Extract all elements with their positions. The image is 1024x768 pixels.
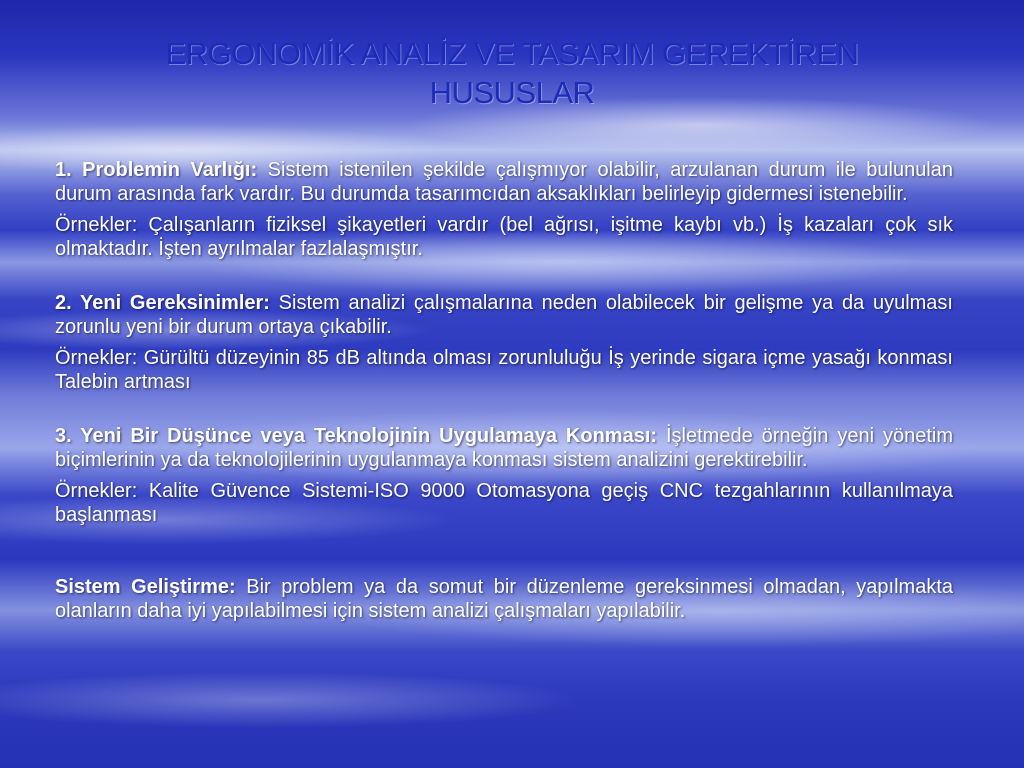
slide-title: [80, 34, 944, 112]
section-3-heading: 3. Yeni Bir Düşünce veya Teknolojinin Uygulamaya Konması:: [55, 425, 658, 447]
section-3-example: Örnekler: Kalite Güvence Sistemi-ISO 9000 Otomasyona geçiş CNC tezgahlarının kullanılmaya başlanması: [55, 480, 953, 526]
section-1-example: Örnekler: Çalışanların fiziksel şikayetleri vardır (bel ağrısı, işitme kaybı vb.) İş kazaları çok sık olmaktadır. İşten ayrılmalar fazlalaşmıştır.: [55, 214, 953, 260]
section-4-heading: Sistem Geliştirme:: [55, 576, 236, 598]
section-2-example: Örnekler: Gürültü düzeyinin 85 dB altında olması zorunluluğu İş yerinde sigara içme yasağı konması Talebin artması: [55, 347, 953, 393]
slide-body: [55, 158, 953, 623]
section-3-paragraph: [55, 424, 953, 472]
slide-title-line-1: ERGONOMİK ANALİZ VE TASARIM GEREKTİREN: [165, 36, 859, 71]
section-2-heading: 2. Yeni Gereksinimler:: [55, 292, 270, 314]
section-4-paragraph: [55, 575, 953, 623]
section-2-paragraph: [55, 291, 953, 339]
section-4-text: Bir problem ya da somut bir düzenleme gereksinmesi olmadan, yapılmakta olanların daha iyi yapılabilmesi için sistem analizi çalışmaları yapılabilir.: [55, 576, 954, 622]
section-1-text: Sistem istenilen şekilde çalışmıyor olabilir, arzulanan durum ile bulunulan durum arasında fark vardır. Bu durumda tasarımcıdan aksaklıkları belirleyip gidermesi istenebilir.: [55, 159, 954, 205]
section-1-heading: 1. Problemin Varlığı:: [55, 159, 258, 181]
section-1-paragraph: [55, 158, 953, 206]
section-2-text: Sistem analizi çalışmalarına neden olabilecek bir gelişme ya da uyulması zorunlu yeni bir durum ortaya çıkabilir.: [55, 292, 953, 338]
slide-title-line-2: HUSUSLAR: [429, 75, 595, 110]
section-3-text: İşletmede örneğin yeni yönetim biçimlerinin ya da teknolojilerinin uygulanmaya konması sistem analizini gerektirebilir.: [55, 425, 953, 471]
